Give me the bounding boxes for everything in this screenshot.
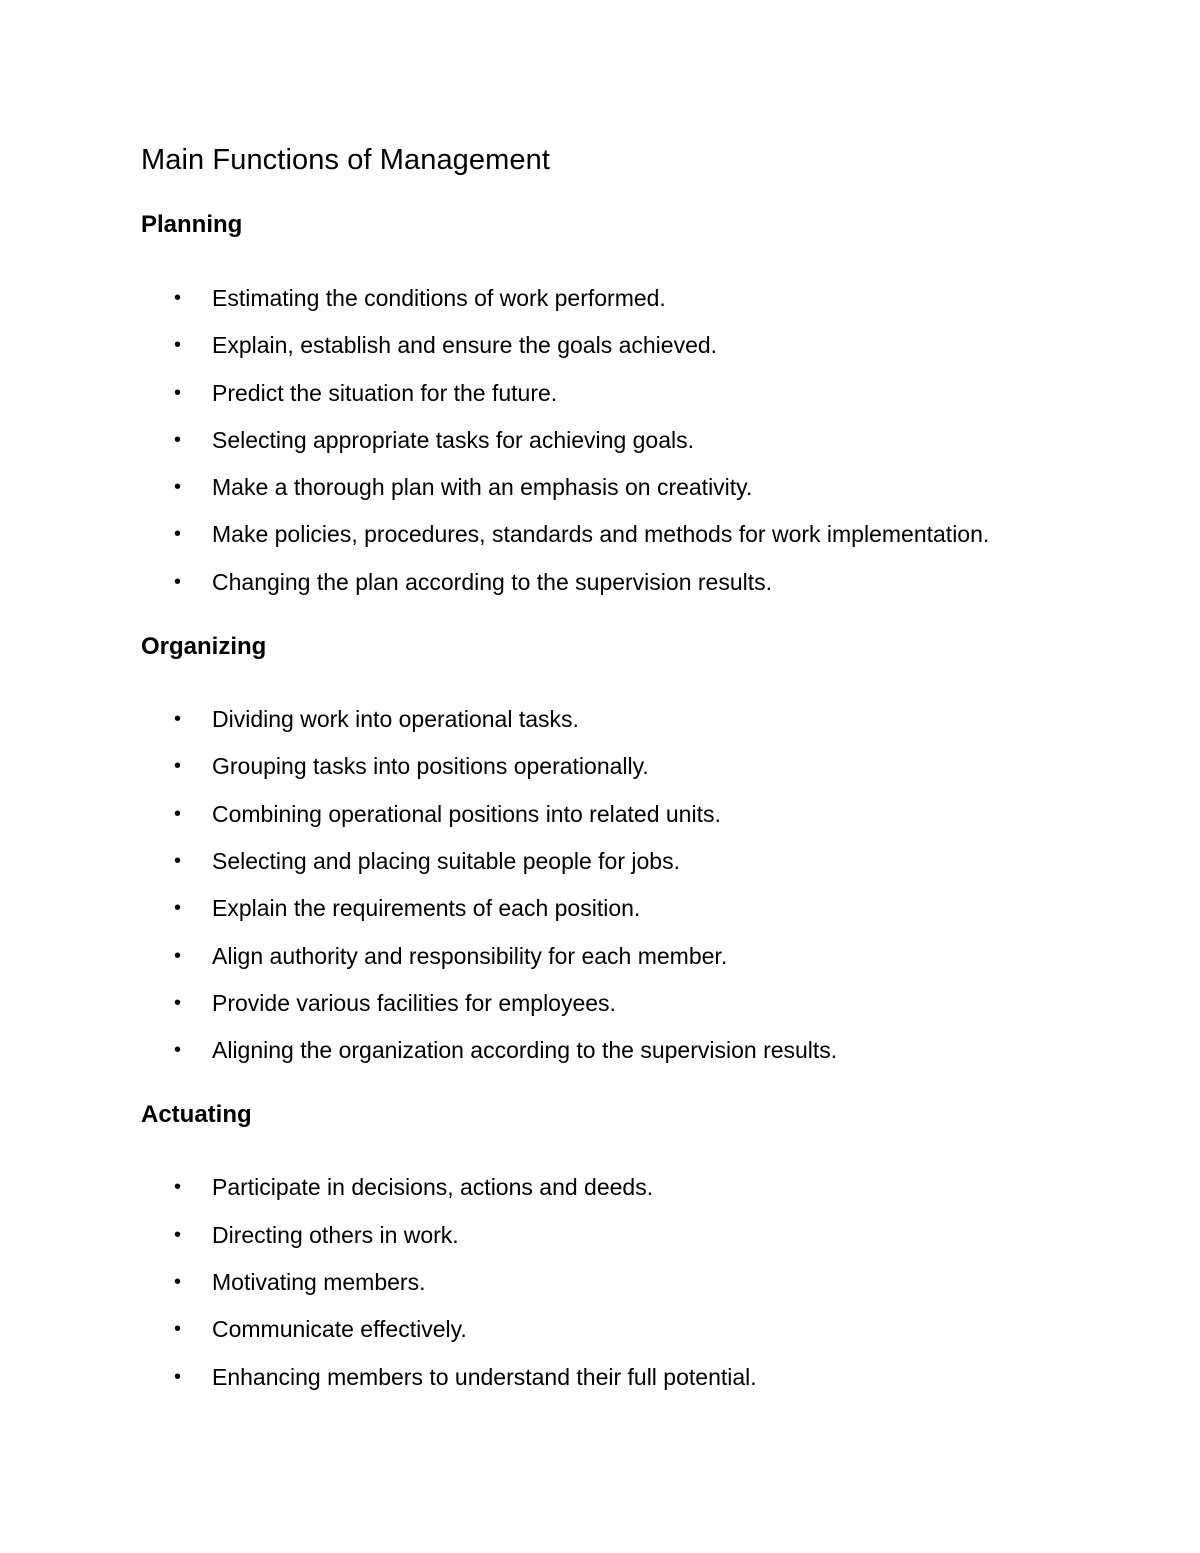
list-item-text: Directing others in work. (212, 1221, 459, 1248)
section-heading: Actuating (141, 1101, 252, 1129)
list-item-text: Provide various facilities for employees. (212, 989, 616, 1016)
bullet-icon: • (174, 428, 182, 451)
bullet-icon: • (174, 1365, 182, 1388)
list-item-text: Estimating the conditions of work performed. (212, 285, 666, 311)
bullet-icon: • (174, 523, 182, 546)
bullet-icon: • (174, 381, 182, 404)
bullet-icon: • (174, 991, 182, 1014)
list-item (141, 1354, 1057, 1401)
list-item (141, 980, 1057, 1027)
bullet-icon: • (174, 476, 182, 499)
list-item (141, 1027, 1057, 1074)
section-heading: Organizing (141, 633, 267, 661)
bullet-icon: • (174, 1271, 182, 1294)
list-item-text: Predict the situation for the future. (212, 379, 558, 406)
list-item (141, 743, 1057, 790)
section-organizing (141, 629, 1057, 1074)
list-item (141, 370, 1057, 417)
bullet-icon: • (174, 755, 182, 778)
list-item-text: Selecting appropriate tasks for achieving goals. (212, 426, 695, 453)
document-title: Main Functions of Management (141, 144, 551, 176)
bullet-icon: • (174, 1176, 182, 1199)
document-content (141, 138, 1057, 1401)
bullet-icon: • (174, 334, 182, 357)
list-item (141, 417, 1057, 464)
list-item (141, 1164, 1057, 1211)
list-item (141, 511, 1057, 558)
list-item (141, 322, 1057, 369)
list-item-text: Explain, establish and ensure the goals achieved. (212, 332, 718, 359)
bullet-icon: • (174, 1318, 182, 1341)
list-item (141, 885, 1057, 932)
list-item-text: Changing the plan according to the supervision results. (212, 568, 773, 595)
list-item (141, 1259, 1057, 1306)
list-item (141, 1212, 1057, 1259)
list-item-text: Make a thorough plan with an emphasis on creativity. (212, 474, 753, 501)
section-planning (141, 207, 1057, 606)
bullet-icon: • (174, 287, 182, 309)
list-item-text: Communicate effectively. (212, 1316, 467, 1343)
list-item-text: Explain the requirements of each position. (212, 895, 641, 922)
bullet-icon: • (174, 1223, 182, 1246)
list-item (141, 464, 1057, 511)
bullet-list (141, 1164, 1057, 1400)
list-item (141, 933, 1057, 980)
list-item-text: Participate in decisions, actions and deeds. (212, 1174, 654, 1201)
list-item-text: Make policies, procedures, standards and methods for work implementation. (212, 521, 990, 548)
list-item (141, 791, 1057, 838)
list-item-text: Enhancing members to understand their full potential. (212, 1363, 757, 1390)
list-item-text: Grouping tasks into positions operationally. (212, 753, 649, 780)
list-item (141, 275, 1057, 322)
section-heading: Planning (141, 211, 243, 238)
bullet-icon: • (174, 570, 182, 593)
bullet-icon: • (174, 802, 182, 825)
section-actuating (141, 1097, 1057, 1400)
list-item-text: Aligning the organization according to the supervision results. (212, 1037, 838, 1064)
list-item-text: Combining operational positions into related units. (212, 800, 721, 827)
list-item-text: Align authority and responsibility for each member. (212, 942, 728, 969)
list-item (141, 838, 1057, 885)
list-item-text: Dividing work into operational tasks. (212, 706, 579, 733)
bullet-list (141, 696, 1057, 1074)
list-item (141, 1306, 1057, 1353)
list-item-text: Motivating members. (212, 1269, 426, 1296)
bullet-icon: • (174, 1039, 182, 1062)
bullet-icon: • (174, 897, 182, 920)
list-item-text: Selecting and placing suitable people for jobs. (212, 847, 680, 874)
bullet-icon: • (174, 849, 182, 872)
bullet-list (141, 275, 1057, 606)
bullet-icon: • (174, 708, 182, 731)
list-item (141, 696, 1057, 743)
bullet-icon: • (174, 944, 182, 967)
list-item (141, 559, 1057, 606)
